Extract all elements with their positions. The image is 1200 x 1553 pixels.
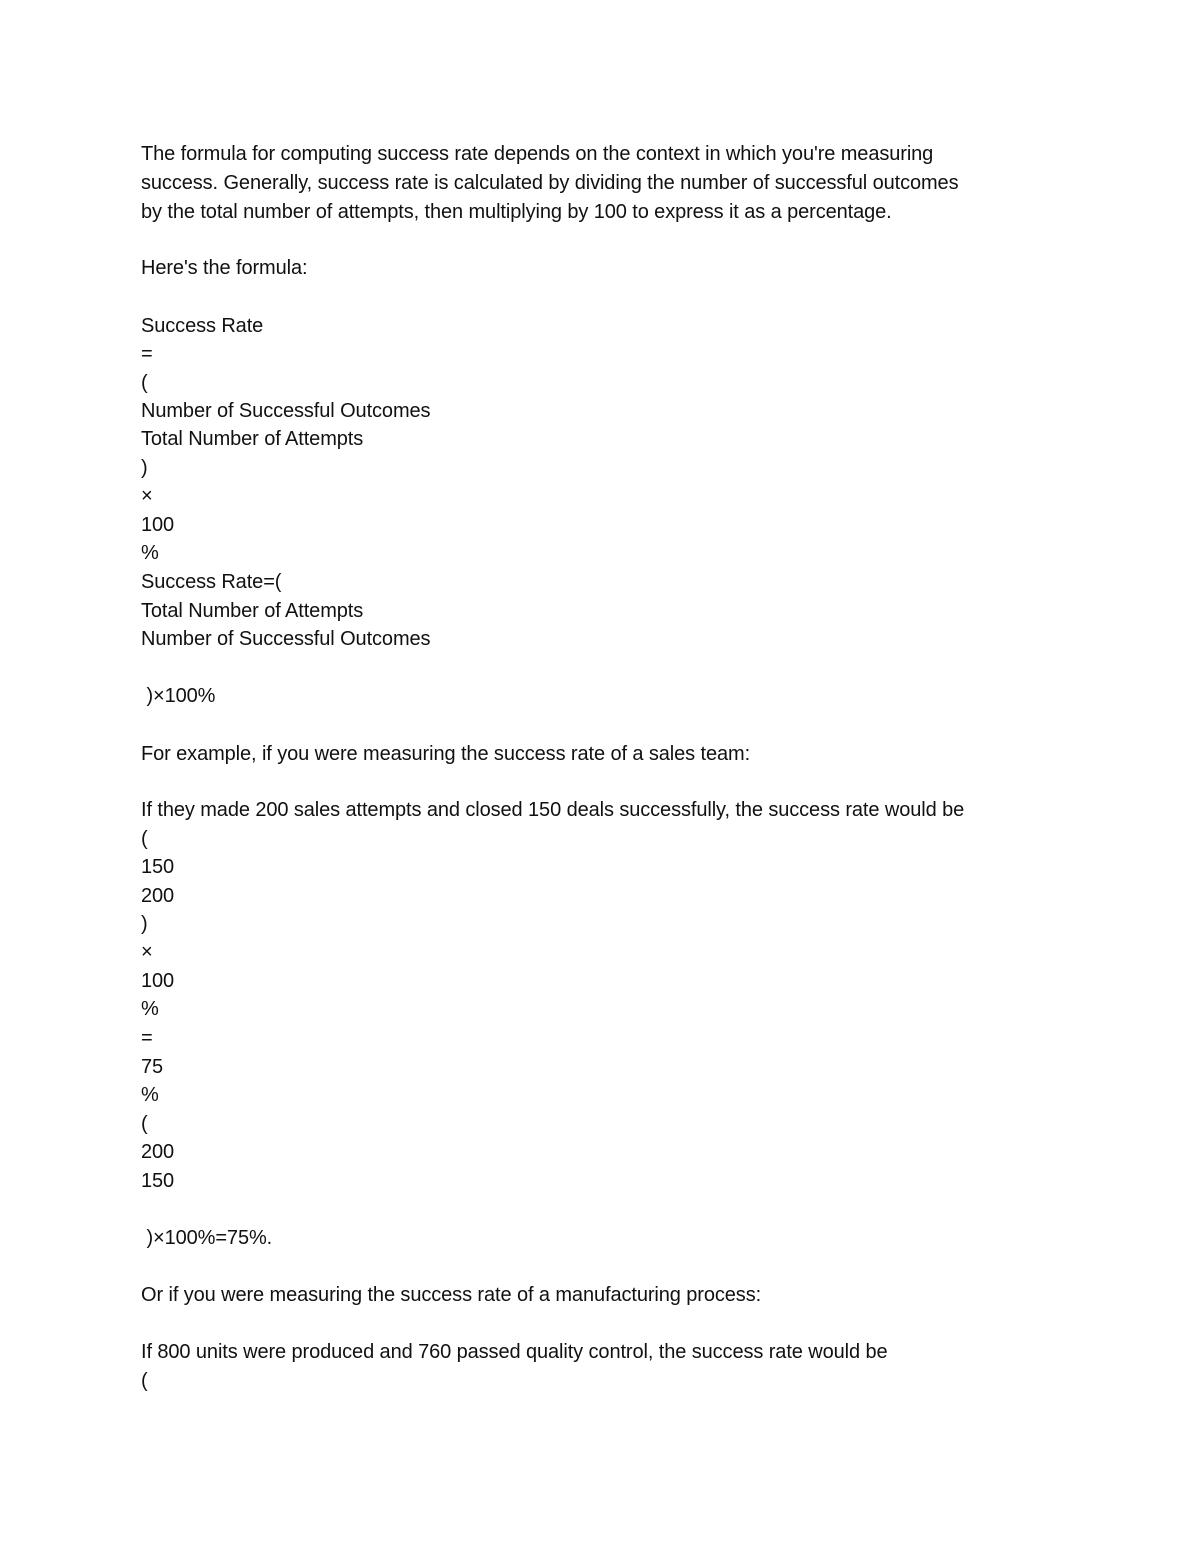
sales-example-text: If they made 200 sales attempts and closed 150 deals successfully, the success rate would be xyxy=(141,799,965,821)
sales-example-intro: For example, if you were measuring the success rate of a sales team: xyxy=(141,743,751,765)
formula-line: 100 xyxy=(141,514,175,536)
sales-math-line: % xyxy=(141,1084,159,1106)
sales-math-line: 150 xyxy=(141,856,175,878)
formula-line: ( xyxy=(141,372,148,394)
formula-line: Success Rate=( xyxy=(141,571,282,593)
sales-math-line: % xyxy=(141,998,159,1020)
sales-math-line: = xyxy=(141,1027,153,1049)
sales-math-tail: )×100%=75%. xyxy=(141,1227,273,1249)
sales-math-line: 200 xyxy=(141,1141,175,1163)
formula-tail: )×100% xyxy=(141,685,216,707)
sales-math-line: ( xyxy=(141,828,148,850)
formula-line: ) xyxy=(141,457,148,479)
formula-line: Success Rate xyxy=(141,315,264,337)
formula-line: Number of Successful Outcomes xyxy=(141,400,431,422)
formula-line: = xyxy=(141,343,153,365)
mfg-example-intro: Or if you were measuring the success rate of a manufacturing process: xyxy=(141,1284,762,1306)
sales-math-line: 200 xyxy=(141,885,175,907)
formula-heading: Here's the formula: xyxy=(141,257,308,279)
sales-math-line: ( xyxy=(141,1113,148,1135)
sales-math-line: 150 xyxy=(141,1170,175,1192)
formula-line: % xyxy=(141,542,159,564)
intro-line-3: by the total number of attempts, then multiplying by 100 to express it as a percentage. xyxy=(141,201,892,223)
formula-line: Total Number of Attempts xyxy=(141,600,364,622)
sales-math-line: × xyxy=(141,941,153,963)
intro-line-1: The formula for computing success rate depends on the context in which you're measuring xyxy=(141,143,934,165)
formula-line: Total Number of Attempts xyxy=(141,428,364,450)
mfg-example-text: If 800 units were produced and 760 passed quality control, the success rate would be xyxy=(141,1341,888,1363)
sales-math-line: ) xyxy=(141,913,148,935)
mfg-math-line: ( xyxy=(141,1370,148,1392)
intro-line-2: success. Generally, success rate is calculated by dividing the number of successful outcomes xyxy=(141,172,959,194)
formula-line: Number of Successful Outcomes xyxy=(141,628,431,650)
formula-line: × xyxy=(141,485,153,507)
sales-math-line: 100 xyxy=(141,970,175,992)
sales-math-line: 75 xyxy=(141,1056,164,1078)
